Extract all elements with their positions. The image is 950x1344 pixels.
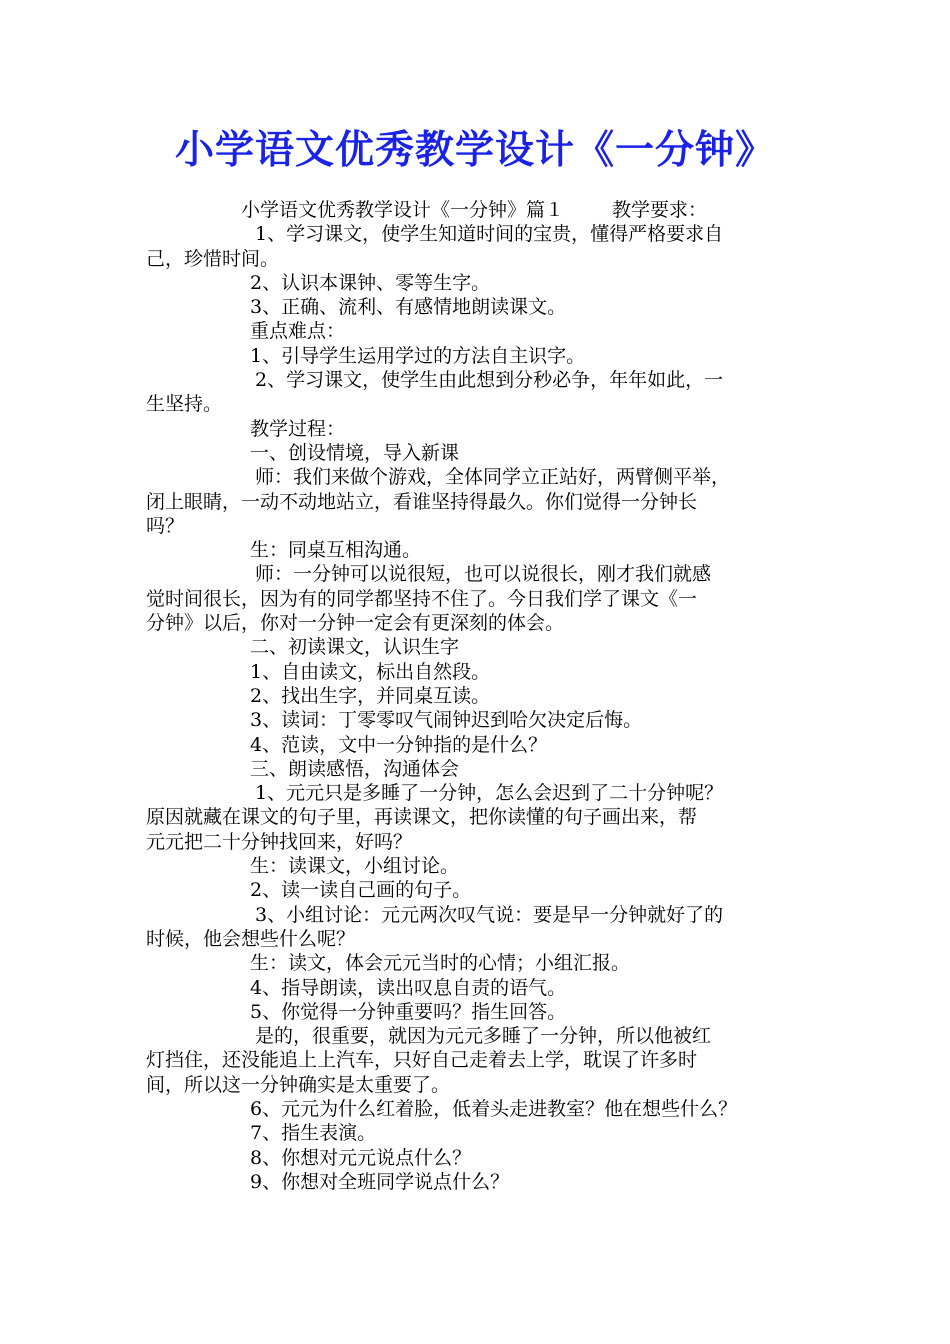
paragraph-line: 元元把二十分钟找回来，好吗？ [146, 830, 413, 853]
paragraph-line: 是的，很重要，就因为元元多睡了一分钟，所以他被红 [255, 1025, 712, 1048]
paragraph-line: 2、学习课文，使学生由此想到分秒必争，年年如此，一 [255, 369, 724, 392]
paragraph-line: 5、你觉得一分钟重要吗？指生回答。 [250, 1000, 567, 1023]
intro-line [146, 198, 812, 222]
paragraph-line: 2、找出生字，并同桌互读。 [250, 684, 491, 707]
paragraph-line: 分钟》以后，你对一分钟一定会有更深刻的体会。 [146, 612, 565, 635]
paragraph-line: 1、自由读文，标出自然段。 [250, 660, 491, 683]
paragraph-line: 生：读课文，小组讨论。 [250, 855, 460, 878]
paragraph-line: 生坚持。 [146, 393, 223, 416]
paragraph-line: 3、小组讨论：元元两次叹气说：要是早一分钟就好了的 [255, 903, 724, 926]
paragraph-line: 4、范读，文中一分钟指的是什么？ [250, 733, 548, 756]
paragraph-line: 9、你想对全班同学说点什么？ [250, 1170, 510, 1193]
paragraph-line: 师：一分钟可以说很短，也可以说很长，刚才我们就感 [255, 563, 712, 586]
paragraph-line: 灯挡住，还没能追上上汽车，只好自己走着去上学，耽误了许多时 [146, 1049, 698, 1072]
paragraph-line: 己，珍惜时间。 [146, 247, 280, 270]
paragraph-line: 2、认识本课钟、零等生字。 [250, 271, 491, 294]
paragraph-line: 生：读文，体会元元当时的心情；小组汇报。 [250, 952, 631, 975]
paragraph-line: 时候，他会想些什么呢？ [146, 927, 356, 950]
document-body [146, 198, 812, 1194]
paragraph-line: 3、读词：丁零零叹气闹钟迟到哈欠决定后悔。 [250, 709, 643, 732]
paragraph-line: 生：同桌互相沟通。 [250, 539, 422, 562]
paragraph-line: 1、元元只是多睡了一分钟，怎么会迟到了二十分钟呢？ [255, 782, 724, 805]
paragraph-line: 3、正确、流利、有感情地朗读课文。 [250, 296, 567, 319]
paragraph-line: 间，所以这一分钟确实是太重要了。 [146, 1073, 451, 1096]
paragraph-line: 7、指生表演。 [250, 1122, 377, 1145]
paragraph-line: 2、读一读自己画的句子。 [250, 879, 472, 902]
paragraph-line: 4、指导朗读，读出叹息自责的语气。 [250, 976, 567, 999]
section-heading: 教学过程： [250, 417, 346, 440]
paragraph-line: 觉时间很长，因为有的同学都坚持不住了。今日我们学了课文《一 [146, 587, 698, 610]
paragraph-line: 师：我们来做个游戏，全体同学立正站好，两臂侧平举， [255, 466, 731, 489]
requirements-heading: 教学要求： [612, 199, 708, 221]
paragraph-line: 闭上眼睛，一动不动地站立，看谁坚持得最久。你们觉得一分钟长 [146, 490, 698, 513]
paragraph-line: 吗？ [146, 514, 185, 537]
paragraph-line: 8、你想对元元说点什么？ [250, 1146, 472, 1169]
section-heading: 一、创设情境，导入新课 [250, 441, 460, 464]
paragraph-line: 1、引导学生运用学过的方法自主识字。 [250, 344, 586, 367]
paragraph-line: 原因就藏在课文的句子里，再读课文，把你读懂的句子画出来，帮 [146, 806, 698, 829]
section-heading: 重点难点： [250, 320, 346, 343]
section-heading: 三、朗读感悟，沟通体会 [250, 757, 460, 780]
section-heading: 二、初读课文，认识生字 [250, 636, 460, 659]
paragraph-line: 6、元元为什么红着脸，低着头走进教室？他在想些什么？ [250, 1097, 738, 1120]
paragraph-line: 1、学习课文，使学生知道时间的宝贵，懂得严格要求自 [255, 223, 724, 246]
document-title: 小学语文优秀教学设计《一分钟》 [174, 127, 775, 173]
intro-heading: 小学语文优秀教学设计《一分钟》篇１ [241, 199, 565, 221]
